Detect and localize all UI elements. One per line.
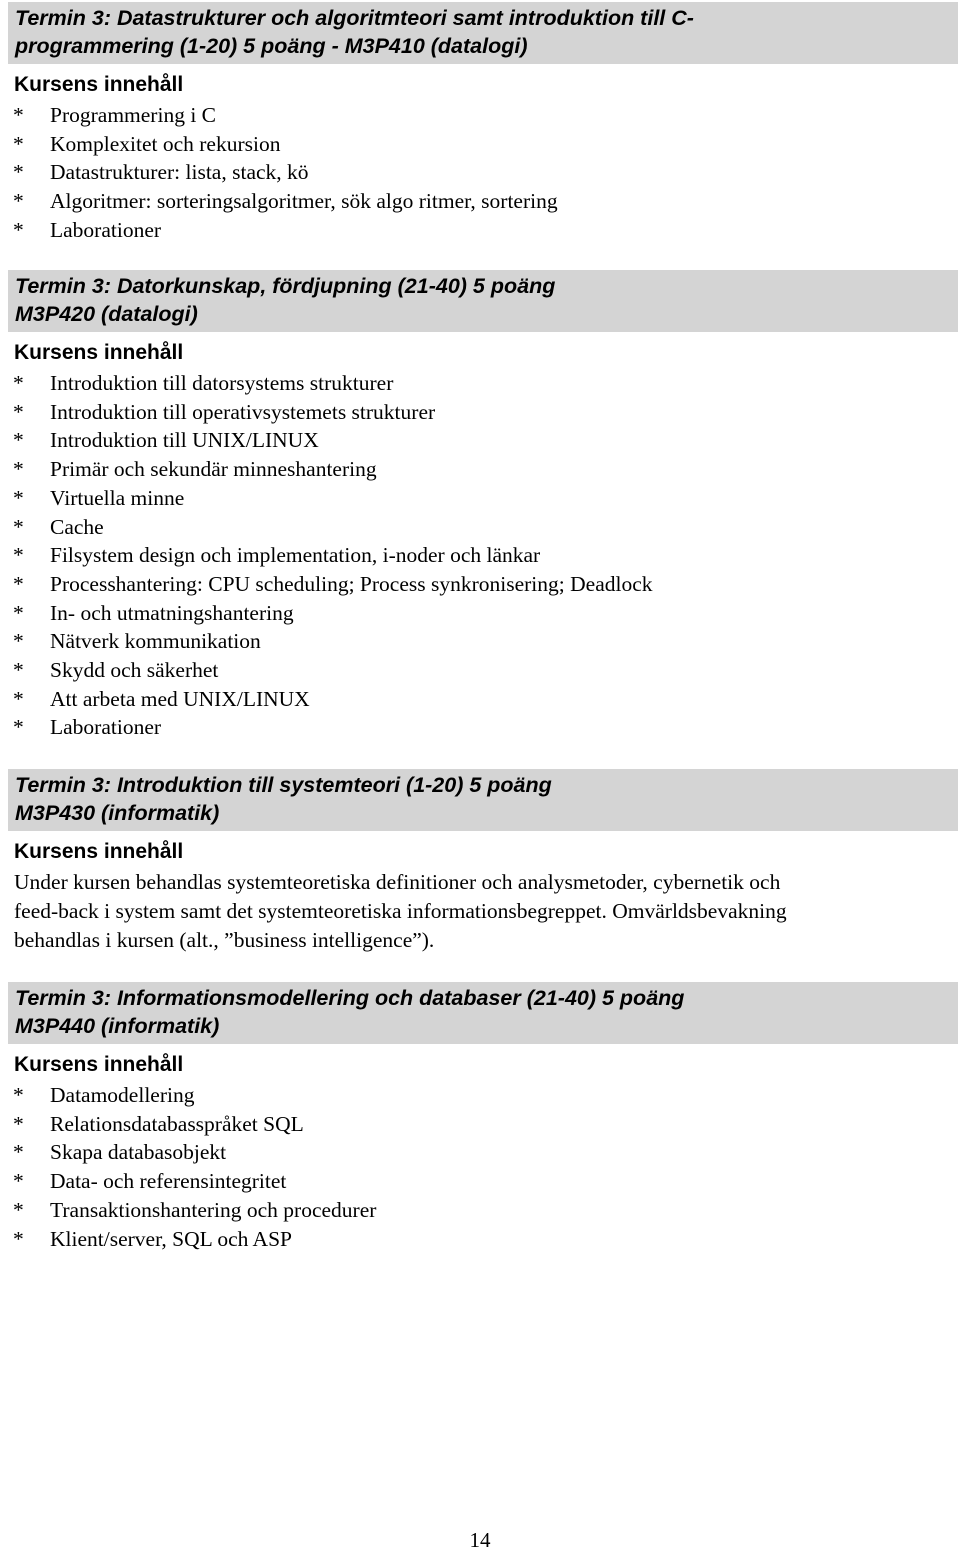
- course-heading: [8, 982, 958, 1044]
- list-item-text: Laborationer: [50, 715, 162, 740]
- course-content-list: [0, 101, 960, 245]
- list-item: [0, 1167, 960, 1196]
- course-heading-line: M3P430 (informatik): [15, 801, 220, 825]
- course-heading-line: M3P420 (datalogi): [15, 302, 198, 326]
- course-heading-line: M3P440 (informatik): [15, 1014, 220, 1038]
- list-item: [0, 713, 960, 742]
- list-item: [0, 541, 960, 570]
- list-item: [0, 1110, 960, 1139]
- course-content-label: Kursens innehåll: [14, 341, 184, 364]
- list-item-text: Filsystem design och implementation, i-noder och länkar: [50, 543, 541, 568]
- course-heading-line: Termin 3: Introduktion till systemteori (1-20) 5 poäng: [15, 773, 552, 797]
- list-item: [0, 216, 960, 245]
- bullet-star: *: [13, 514, 24, 539]
- list-item: [0, 187, 960, 216]
- list-item-text: Transaktionshantering och procedurer: [50, 1197, 377, 1222]
- list-item-text: Datastrukturer: lista, stack, kö: [50, 160, 309, 185]
- list-item: [0, 513, 960, 542]
- course-content-label: Kursens innehåll: [14, 73, 184, 96]
- paragraph-line: Under kursen behandlas systemteoretiska definitioner och analysmetoder, cybernetik och: [14, 870, 781, 894]
- bullet-star: *: [13, 485, 24, 510]
- bullet-star: *: [13, 160, 24, 185]
- bullet-star: *: [13, 543, 24, 568]
- bullet-star: *: [13, 715, 24, 740]
- paragraph-line: feed-back i system samt det systemteoretiska informationsbegreppet. Omvärldsbevakning: [14, 899, 787, 923]
- list-item: [0, 656, 960, 685]
- course-heading-line: Termin 3: Datastrukturer och algoritmteori samt introduktion till C-: [15, 6, 694, 30]
- course-heading-line: Termin 3: Informationsmodellering och databaser (21-40) 5 poäng: [15, 986, 685, 1010]
- list-item: [0, 398, 960, 427]
- course-heading: [8, 2, 958, 64]
- list-item-text: Processhantering: CPU scheduling; Process synkronisering; Deadlock: [50, 571, 653, 596]
- list-item: [0, 1081, 960, 1110]
- bullet-star: *: [13, 1140, 24, 1165]
- list-item-text: Att arbeta med UNIX/LINUX: [50, 686, 310, 711]
- bullet-star: *: [13, 399, 24, 424]
- list-item: [0, 570, 960, 599]
- course-content-list: [0, 369, 960, 742]
- bullet-star: *: [13, 1111, 24, 1136]
- course-content-label: Kursens innehåll: [14, 1053, 184, 1076]
- list-item-text: Cache: [50, 514, 104, 539]
- bullet-star: *: [13, 600, 24, 625]
- list-item-text: Introduktion till operativsystemets strukturer: [50, 399, 436, 424]
- list-item-text: Introduktion till UNIX/LINUX: [50, 428, 319, 453]
- list-item: [0, 455, 960, 484]
- list-item: [0, 1225, 960, 1254]
- course-section-m3p410: [0, 2, 960, 245]
- list-item-text: Skydd och säkerhet: [50, 658, 219, 683]
- list-item: [0, 1196, 960, 1225]
- course-description: [14, 868, 914, 955]
- list-item: [0, 599, 960, 628]
- bullet-star: *: [13, 103, 24, 127]
- bullet-star: *: [13, 217, 24, 242]
- list-item-text: Virtuella minne: [50, 485, 185, 510]
- bullet-star: *: [13, 131, 24, 156]
- list-item: [0, 426, 960, 455]
- list-item: [0, 484, 960, 513]
- course-section-m3p440: [0, 982, 960, 1253]
- list-item-text: Nätverk kommunikation: [50, 629, 261, 654]
- course-section-m3p430: [0, 769, 960, 955]
- bullet-star: *: [13, 428, 24, 453]
- bullet-star: *: [13, 457, 24, 482]
- list-item-text: Primär och sekundär minneshantering: [50, 457, 377, 482]
- list-item-text: Introduktion till datorsystems strukturer: [50, 371, 394, 395]
- bullet-star: *: [13, 1197, 24, 1222]
- list-item-text: Data- och referensintegritet: [50, 1169, 287, 1194]
- list-item-text: Komplexitet och rekursion: [50, 131, 281, 156]
- list-item: [0, 158, 960, 187]
- course-heading-line: programmering (1-20) 5 poäng - M3P410 (datalogi): [15, 34, 528, 58]
- list-item: [0, 130, 960, 159]
- bullet-star: *: [13, 1083, 24, 1107]
- list-item-text: Klient/server, SQL och ASP: [50, 1226, 292, 1251]
- bullet-star: *: [13, 629, 24, 654]
- list-item: [0, 627, 960, 656]
- bullet-star: *: [13, 189, 24, 214]
- list-item-text: Datamodellering: [50, 1083, 195, 1107]
- bullet-star: *: [13, 1226, 24, 1251]
- list-item-text: In- och utmatningshantering: [50, 600, 294, 625]
- list-item-text: Programmering i C: [50, 103, 217, 127]
- page-number: 14: [469, 1528, 491, 1552]
- list-item-text: Relationsdatabasspråket SQL: [50, 1111, 304, 1136]
- course-content-label: Kursens innehåll: [14, 840, 184, 863]
- list-item-text: Laborationer: [50, 217, 162, 242]
- bullet-star: *: [13, 371, 24, 395]
- bullet-star: *: [13, 658, 24, 683]
- list-item: [0, 369, 960, 398]
- bullet-star: *: [13, 571, 24, 596]
- course-heading-line: Termin 3: Datorkunskap, fördjupning (21-40) 5 poäng: [15, 274, 556, 298]
- course-content-list: [0, 1081, 960, 1253]
- list-item: [0, 101, 960, 130]
- course-section-m3p420: [0, 270, 960, 742]
- list-item: [0, 685, 960, 714]
- course-heading: [8, 270, 958, 332]
- bullet-star: *: [13, 686, 24, 711]
- paragraph-line: behandlas i kursen (alt., ”business intelligence”).: [14, 928, 435, 952]
- course-heading: [8, 769, 958, 831]
- list-item: [0, 1138, 960, 1167]
- list-item-text: Skapa databasobjekt: [50, 1140, 227, 1165]
- list-item-text: Algoritmer: sorteringsalgoritmer, sök algo ritmer, sortering: [50, 189, 558, 214]
- bullet-star: *: [13, 1169, 24, 1194]
